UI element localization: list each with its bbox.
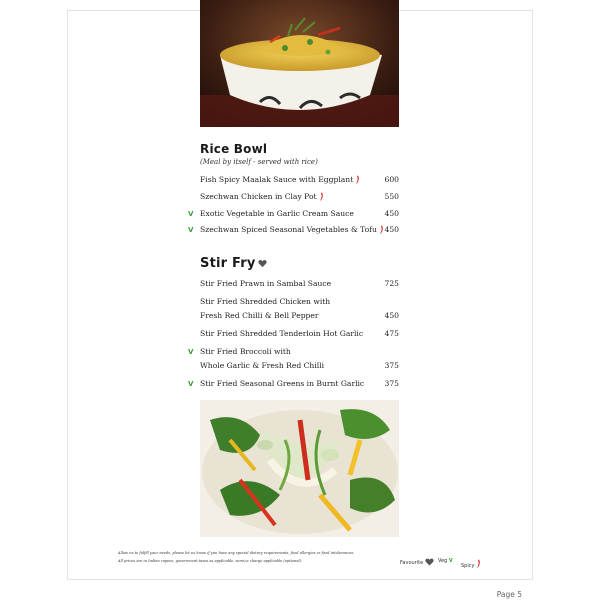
rice-bowl-photo [200, 0, 399, 127]
veg-icon: V [188, 380, 194, 388]
section-title-stir-fry: Stir Fry [200, 256, 267, 271]
heart-icon [425, 558, 434, 566]
section-title-rice-bowl: Rice Bowl [200, 142, 268, 156]
chili-icon [319, 192, 324, 201]
footer-note: Allow us to fulfill your needs, please let us know if you have any special dietary requirements, food allergies or food intolerances. [118, 551, 355, 555]
menu-item: Stir Fried Shredded Chicken with Fresh Red Chilli & Bell Pepper 450 [200, 297, 399, 320]
heart-icon [258, 259, 267, 268]
legend-spicy: Spicy [461, 558, 481, 569]
veg-icon: V [188, 210, 194, 218]
menu-item: V Stir Fried Broccoli with Whole Garlic & Fresh Red Chilli 375 [188, 347, 399, 370]
stir-fry-photo [200, 400, 399, 537]
chili-icon [476, 558, 481, 569]
veg-icon: V [188, 348, 194, 356]
veg-icon: V [188, 226, 194, 234]
chili-icon [379, 225, 384, 234]
legend-favourite: Favourite [400, 558, 434, 566]
page-number: Page 5 [496, 590, 522, 599]
legend-veg: Veg V [438, 558, 453, 564]
section-subtitle: (Meal by itself - served with rice) [200, 158, 318, 166]
veg-icon: V [448, 558, 453, 564]
footer-note: All prices are in Indian rupees, government taxes as applicable, service charge applicable (optional). [118, 559, 303, 563]
chili-icon [355, 175, 360, 184]
